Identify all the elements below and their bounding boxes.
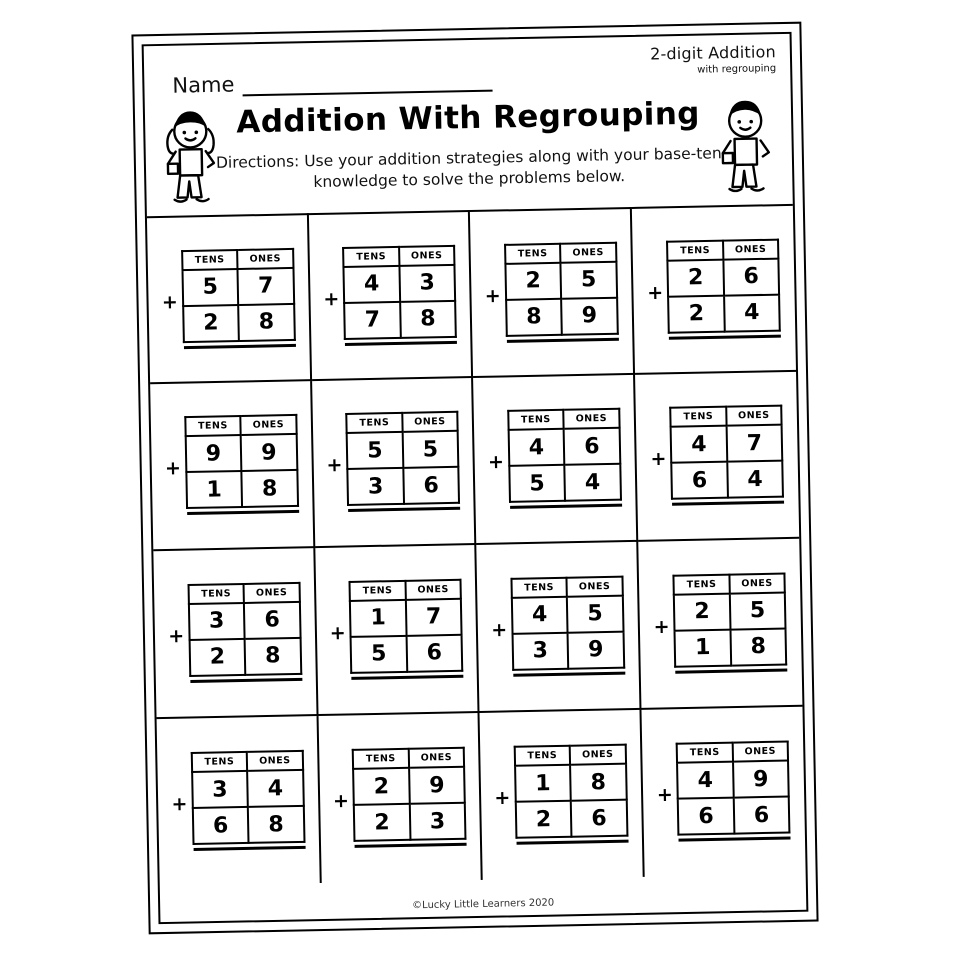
digit-ones-bottom: 4 [727,461,783,498]
digit-ones-top: 9 [733,761,789,798]
place-value-block [352,747,467,848]
problem-6 [326,411,461,513]
ones-header: ONES [408,748,464,768]
problem-1 [161,248,296,350]
tens-header: TENS [508,410,564,430]
digit-ones-top: 7 [726,425,782,462]
digit-tens-top: 5 [347,432,403,469]
worksheet-type-subtitle: with regrouping [697,63,777,76]
place-value-block [669,405,784,506]
table-header-row [185,415,296,436]
digit-ones-bottom: 8 [400,301,456,338]
problem-5 [164,414,299,516]
answer-line[interactable] [345,341,457,346]
problem-grid [147,204,806,886]
tens-header: TENS [346,413,402,433]
digit-tens-top: 2 [674,593,730,630]
ones-header: ONES [247,751,303,771]
answer-line[interactable] [675,668,787,673]
digit-tens-top: 4 [671,426,727,463]
ones-header: ONES [729,573,785,593]
problem-cell [473,374,638,545]
addend-top-row [185,434,297,472]
digit-tens-top: 4 [344,266,400,303]
addend-bottom-row [192,806,304,844]
place-value-block [673,572,788,673]
digit-ones-top: 6 [244,602,300,639]
digit-ones-bottom: 4 [564,464,620,501]
digit-ones-top: 5 [567,595,623,632]
place-value-table [184,414,299,509]
plus-sign: + [168,624,185,648]
plus-sign: + [332,790,350,813]
place-value-table [345,411,460,506]
digit-ones-top: 7 [238,268,294,305]
problem-10 [329,579,464,681]
problem-cell [476,542,641,713]
digit-tens-top: 5 [182,269,238,306]
name-input-line[interactable] [242,68,492,97]
addend-bottom-row [354,803,466,841]
problem-12 [653,572,788,674]
plus-sign: + [329,621,346,645]
problem-9 [167,582,302,684]
problem-cell [150,381,315,552]
place-value-table [507,408,622,503]
problem-13 [171,750,306,852]
digit-ones-top: 9 [409,767,465,804]
problem-cell [315,545,480,716]
place-value-table [669,405,784,500]
place-value-block [190,750,305,851]
tens-header: TENS [505,244,561,264]
addend-top-row [182,268,294,306]
digit-tens-bottom: 5 [351,636,407,673]
problem-4 [646,238,781,340]
plus-sign: + [326,454,343,477]
digit-ones-bottom: 8 [238,304,294,341]
ones-header: ONES [726,406,782,426]
problem-15 [493,744,628,846]
digit-tens-bottom: 6 [678,798,734,835]
problem-14 [332,747,467,849]
place-value-block [187,582,302,683]
table-header-row [346,412,457,433]
ones-header: ONES [399,246,455,266]
tens-header: TENS [350,581,406,601]
tens-header: TENS [514,746,570,766]
table-header-row [505,243,616,264]
addend-bottom-row [186,470,298,508]
digit-ones-bottom: 8 [242,470,298,507]
ones-header: ONES [563,409,619,429]
plus-sign: + [323,287,340,311]
digit-ones-bottom: 9 [561,297,617,334]
digit-tens-top: 4 [508,429,564,466]
digit-ones-bottom: 6 [571,800,627,837]
addend-top-row [350,599,462,637]
addend-bottom-row [344,301,456,339]
digit-tens-top: 2 [353,768,409,805]
tens-header: TENS [674,574,730,594]
addend-top-row [674,592,786,630]
problem-cell [470,207,635,378]
problem-cell [157,716,322,887]
ones-header: ONES [405,580,461,600]
page-title: Addition With Regrouping [236,95,701,141]
table-header-row [353,748,464,769]
problem-16 [656,741,791,843]
digit-ones-top: 8 [570,764,626,801]
problem-cell [635,371,800,542]
digit-ones-top: 5 [402,431,458,468]
addend-top-row [347,431,459,469]
digit-tens-bottom: 3 [512,632,568,669]
place-value-table [187,582,302,677]
table-header-row [350,580,461,601]
place-value-block [504,241,619,342]
digit-ones-top: 9 [241,434,297,471]
place-value-block [342,245,457,346]
ones-header: ONES [732,742,788,762]
ones-header: ONES [560,243,616,263]
answer-line[interactable] [516,840,628,845]
place-value-block [513,744,628,845]
digit-ones-top: 7 [406,599,462,636]
digit-ones-bottom: 6 [403,467,459,504]
place-value-table [349,579,464,674]
digit-ones-top: 6 [723,258,779,295]
addend-bottom-row [183,304,295,342]
problem-11 [490,575,625,677]
ones-header: ONES [402,412,458,432]
place-value-table [504,241,619,336]
table-header-row [677,742,788,763]
directions-label: Directions: [215,152,300,172]
addend-top-row [508,428,620,466]
plus-sign: + [653,615,670,638]
place-value-block [676,741,791,842]
digit-tens-bottom: 1 [675,629,731,666]
problem-cell [312,378,477,549]
problem-cell [480,709,645,880]
answer-line[interactable] [513,671,625,676]
digit-tens-top: 3 [192,771,248,808]
answer-line[interactable] [187,510,299,515]
digit-ones-bottom: 8 [248,806,304,843]
addend-bottom-row [509,464,621,502]
problem-2 [322,245,457,347]
answer-line[interactable] [679,837,791,842]
digit-tens-bottom: 3 [348,468,404,505]
worksheet-header [144,34,793,216]
addend-bottom-row [351,635,463,673]
addend-bottom-row [671,461,783,499]
place-value-table [342,245,457,340]
addend-top-row [668,258,780,296]
digit-tens-bottom: 6 [192,807,248,844]
plus-sign: + [164,457,182,480]
worksheet-inner-border [142,32,809,924]
tens-header: TENS [188,584,244,604]
place-value-block [510,575,625,676]
table-header-row [343,246,454,267]
addend-bottom-row [678,797,790,835]
table-header-row [511,576,622,597]
place-value-block [181,248,296,349]
problem-cell [308,210,473,381]
digit-tens-bottom: 5 [509,465,565,502]
tens-header: TENS [182,250,238,270]
directions-body: Use your addition strategies along with your base-ten knowledge to solve the problems below. [299,144,722,191]
digit-ones-bottom: 8 [245,638,301,675]
answer-line[interactable] [184,344,296,349]
addend-bottom-row [512,631,624,669]
place-value-table [352,747,467,842]
addend-top-row [189,602,301,640]
addend-top-row [344,265,456,303]
digit-tens-bottom: 1 [186,471,242,508]
digit-ones-bottom: 4 [724,294,780,331]
digit-tens-bottom: 2 [183,305,239,342]
digit-tens-bottom: 8 [506,299,562,336]
directions-text [196,143,743,195]
place-value-table [666,238,781,333]
addend-top-row [677,761,789,799]
answer-line[interactable] [355,843,467,848]
table-header-row [191,751,302,772]
addend-bottom-row [515,800,627,838]
addend-top-row [192,770,304,808]
digit-tens-top: 4 [512,597,568,634]
answer-line[interactable] [193,846,305,851]
digit-ones-bottom: 3 [409,803,465,840]
copyright-footer: ©Lucky Little Learners 2020 [412,897,555,912]
answer-line[interactable] [672,501,784,506]
table-header-row [514,745,625,766]
name-label: Name [172,72,235,98]
answer-line[interactable] [348,507,460,512]
addend-top-row [505,262,617,300]
digit-tens-top: 2 [668,259,724,296]
worksheet-type-label [650,42,776,76]
plus-sign: + [161,290,178,314]
place-value-table [676,741,791,836]
table-header-row [674,573,785,594]
ones-header: ONES [240,415,296,435]
addend-top-row [353,767,465,805]
place-value-table [673,572,788,667]
place-value-table [513,744,628,839]
addend-top-row [671,425,783,463]
ones-header: ONES [723,239,779,259]
digit-ones-bottom: 6 [406,635,462,672]
digit-tens-bottom: 7 [344,302,400,339]
table-header-row [508,409,619,430]
place-value-block [666,238,781,339]
place-value-table [190,750,305,845]
table-header-row [182,249,293,270]
tens-header: TENS [353,749,409,769]
problem-8 [649,405,784,507]
plus-sign: + [656,784,674,807]
problem-cell [153,548,318,719]
tens-header: TENS [343,247,399,267]
digit-ones-bottom: 9 [568,631,624,668]
problem-cell [147,213,312,384]
plus-sign: + [487,451,505,474]
addend-top-row [515,764,627,802]
place-value-block [184,414,299,515]
problem-7 [487,408,622,510]
table-header-row [667,239,778,260]
tens-header: TENS [670,407,726,427]
table-header-row [188,583,299,604]
ones-header: ONES [244,583,300,603]
digit-tens-bottom: 2 [189,639,245,676]
plus-sign: + [494,787,511,810]
digit-tens-top: 2 [505,263,561,300]
addend-bottom-row [675,628,787,666]
problem-cell [318,712,483,883]
plus-sign: + [484,284,501,308]
digit-tens-top: 3 [189,603,245,640]
digit-ones-top: 5 [729,592,785,629]
worksheet-type-title: 2-digit Addition [649,42,777,64]
addend-bottom-row [348,467,460,505]
tens-header: TENS [185,416,241,436]
place-value-block [507,408,622,509]
place-value-table [181,248,296,343]
digit-ones-top: 5 [561,262,617,299]
addend-bottom-row [668,294,780,332]
digit-tens-top: 1 [515,765,571,802]
place-value-block [345,411,460,512]
name-field-row [172,68,492,98]
plus-sign: + [171,793,188,816]
digit-tens-bottom: 2 [515,801,571,838]
digit-tens-bottom: 2 [354,804,410,841]
digit-ones-top: 3 [399,265,455,302]
plus-sign: + [647,281,664,304]
addend-top-row [512,595,624,633]
place-value-table [510,575,625,670]
boy-clipart-icon [709,96,783,211]
answer-line[interactable] [352,675,464,680]
digit-ones-bottom: 6 [733,797,789,834]
girl-clipart-icon [153,107,229,222]
problem-cell [641,706,806,877]
digit-ones-top: 4 [247,770,303,807]
plus-sign: + [490,618,508,641]
tens-header: TENS [511,578,567,598]
answer-line[interactable] [507,337,619,342]
digit-tens-top: 1 [350,600,406,637]
addend-bottom-row [506,297,618,335]
answer-line[interactable] [190,678,302,683]
answer-line[interactable] [669,334,781,339]
digit-tens-top: 4 [677,762,733,799]
problem-3 [484,241,619,343]
plus-sign: + [650,448,667,471]
digit-tens-top: 9 [185,435,241,472]
digit-tens-bottom: 6 [671,462,727,499]
tens-header: TENS [191,752,247,772]
ones-header: ONES [570,745,626,765]
digit-ones-bottom: 8 [730,628,786,665]
tens-header: TENS [667,240,723,260]
answer-line[interactable] [510,504,622,509]
place-value-block [349,579,464,680]
ones-header: ONES [567,576,623,596]
problem-cell [638,539,803,710]
addend-bottom-row [189,638,301,676]
ones-header: ONES [237,249,293,269]
table-header-row [670,406,781,427]
problem-cell [631,204,796,375]
tens-header: TENS [677,743,733,763]
worksheet-sheet [131,22,818,935]
digit-ones-top: 6 [564,428,620,465]
digit-tens-bottom: 2 [668,295,724,332]
